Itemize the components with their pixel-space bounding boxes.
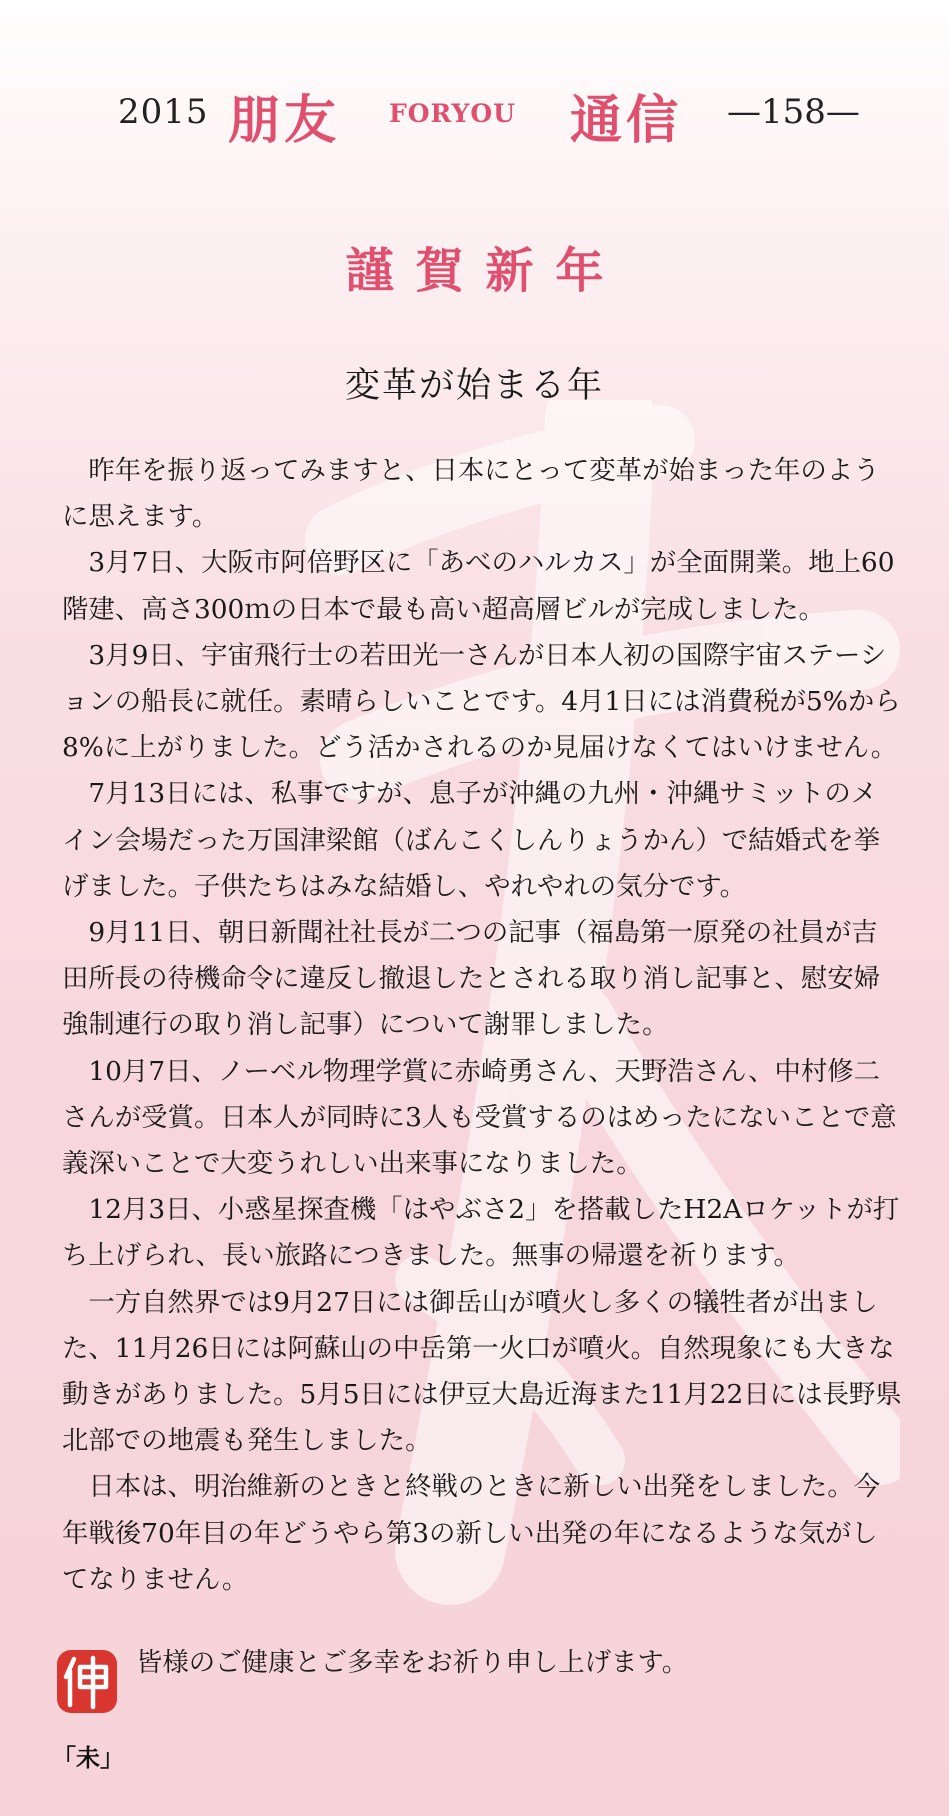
closing-remark: 皆様のご健康とご多幸をお祈り申し上げます。 <box>136 1647 689 1678</box>
header-title-part2: 通信 <box>570 90 683 151</box>
paragraph: 3月7日、大阪市阿倍野区に「あべのハルカス」が全面開業。地上60階建、高さ300ｍの日本で最も高い超高層ビルが完成しました。 <box>62 547 895 625</box>
article-body <box>62 448 902 1603</box>
newsletter-header <box>0 78 949 151</box>
header-issue-number: —158— <box>727 92 860 132</box>
header-foryou: FORYOU <box>389 99 516 128</box>
paragraph: 日本は、明治維新のときと終戦のときに新しい出発をしました。今年戦後70年目の年どうやら第3の新しい出発の年になるような気がしてなりません。 <box>62 1471 881 1595</box>
paragraph: 3月9日、宇宙飛行士の若田光一さんが日本人初の国際宇宙ステーションの船長に就任。素晴らしいことです。4月1日には消費税が5%から8%に上がりました。どう活かされるのか見届けなくてはいけません。 <box>62 639 901 764</box>
paragraph: 一方自然界では9月27日には御岳山が噴火し多くの犠牲者が出ました、11月26日には阿蘇山の中岳第一火口が噴火。自然現象にも大きな動きがありました。5月5日には伊豆大島近海また11月22日には長野県北部での地震も発生しました。 <box>62 1286 902 1457</box>
new-year-greeting: 謹賀新年 <box>345 243 626 299</box>
header-title-part1: 朋友 <box>228 90 341 151</box>
paragraph: 昨年を振り返ってみますと、日本にとって変革が始まった年のように思えます。 <box>62 455 880 533</box>
article-title: 変革が始まる年 <box>344 366 604 406</box>
seal-stamp-icon <box>56 1649 118 1714</box>
paragraph: 12月3日、小惑星探査機「はやぶさ2」を搭載したH2Aロケットが打ち上げられ、長い旅路につきました。無事の帰還を祈ります。 <box>62 1194 900 1272</box>
paragraph: 9月11日、朝日新聞社社長が二つの記事（福島第一原発の社員が吉田所長の待機命令に違反し撤退したとされる取り消し記事と、慰安婦強制連行の取り消し記事）について謝罪しました。 <box>62 917 881 1041</box>
seal-label: 「未」 <box>52 1744 124 1772</box>
paragraph: 7月13日には、私事ですが、息子が沖縄の九州・沖縄サミットのメイン会場だった万国津梁館（ばんこくしんりょうかん）で結婚式を挙げました。子供たちはみな結婚し、やれやれの気分です。 <box>62 778 881 902</box>
header-year: 2015 <box>118 92 209 132</box>
paragraph: 10月7日、ノーベル物理学賞に赤崎勇さん、天野浩さん、中村修二さんが受賞。日本人が同時に3人も受賞するのはめったにないことで意義深いことで大変うれしい出来事になりました。 <box>62 1055 897 1180</box>
